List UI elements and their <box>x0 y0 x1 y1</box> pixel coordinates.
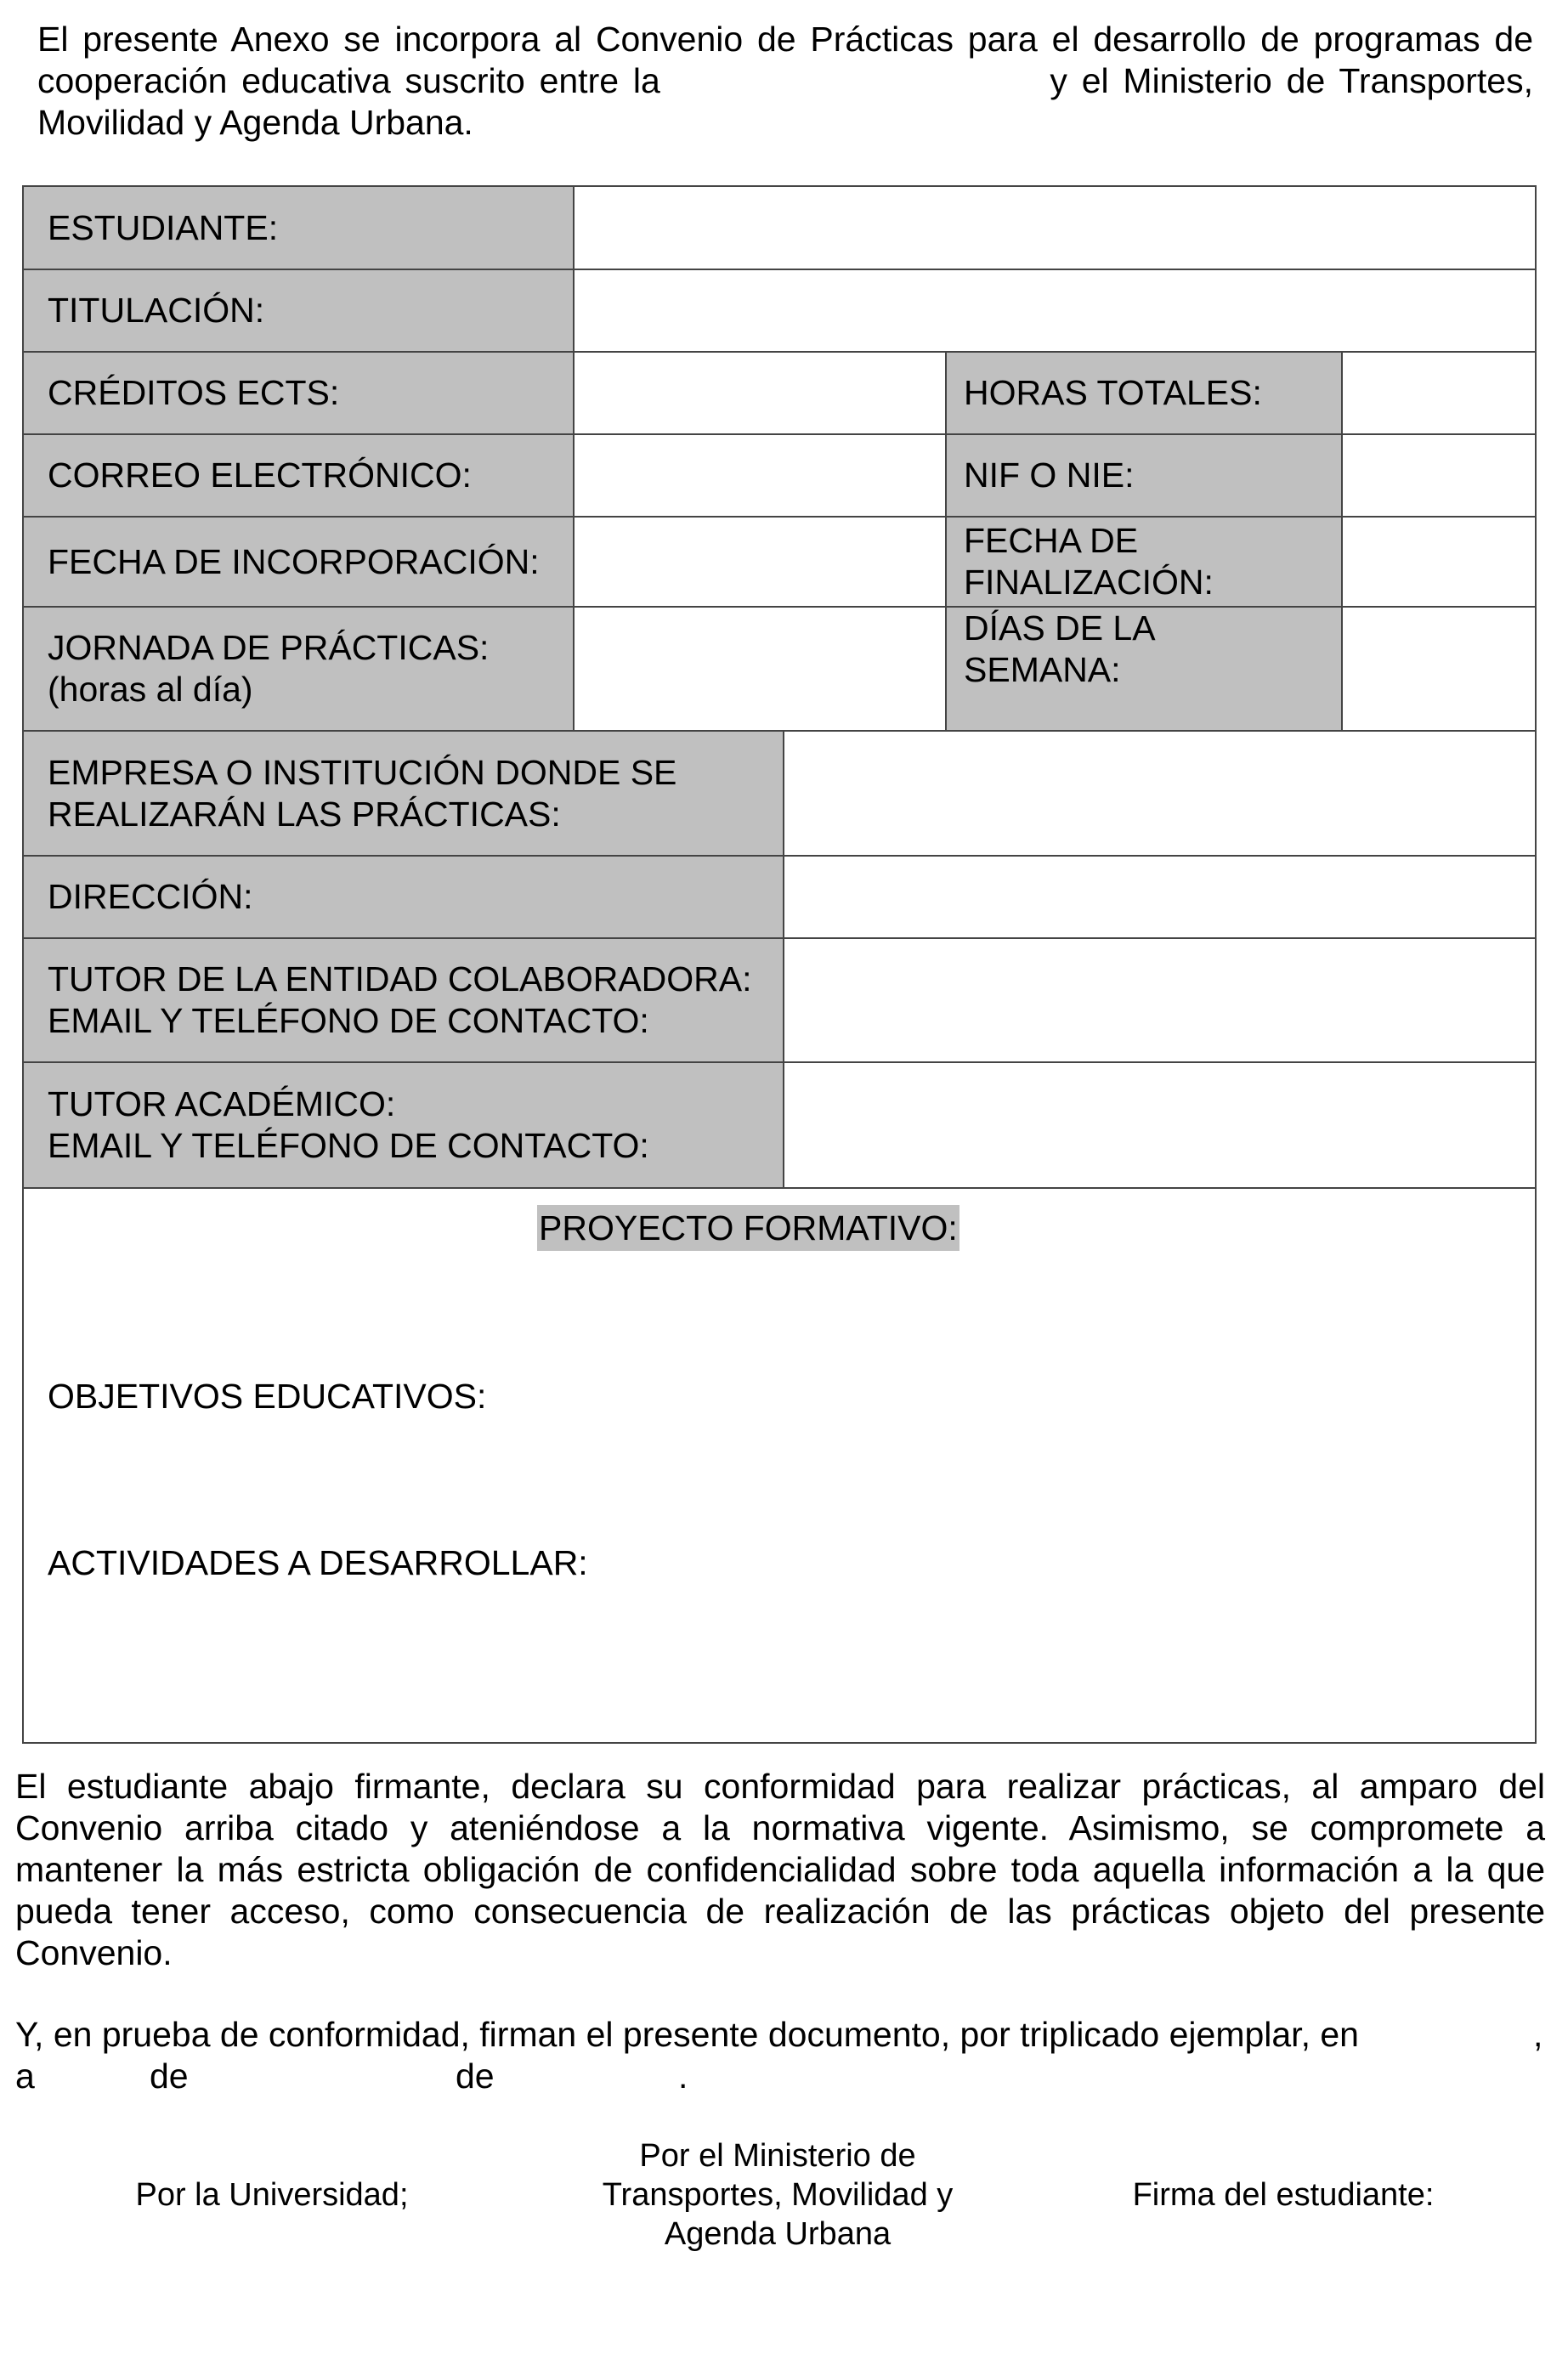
direccion-field[interactable] <box>784 857 1535 939</box>
direccion-label: DIRECCIÓN: <box>24 857 784 939</box>
horas-totales-label: HORAS TOTALES: <box>947 353 1343 435</box>
creditos-field[interactable] <box>575 353 947 435</box>
intro-text-part2: y el Ministerio de Transportes, Movilidad y Agenda Urbana. <box>37 61 1533 142</box>
estudiante-field[interactable] <box>575 187 1535 270</box>
conformity-a: a <box>15 2056 35 2096</box>
dias-semana-label: DÍAS DE LA SEMANA: <box>947 608 1343 732</box>
fecha-incorporacion-label: FECHA DE INCORPORACIÓN: <box>24 518 575 608</box>
tutor-academico-label: TUTOR ACADÉMICO: EMAIL Y TELÉFONO DE CONTACTO: <box>24 1063 784 1189</box>
empresa-label: EMPRESA O INSTITUCIÓN DONDE SE REALIZARÁN LAS PRÁCTICAS: <box>24 732 784 857</box>
signature-estudiante: Firma del estudiante: <box>1132 2177 1435 2213</box>
intro-paragraph <box>37 19 1533 144</box>
conformity-period: . <box>678 2056 688 2096</box>
empresa-field[interactable] <box>784 732 1535 857</box>
declaration-paragraph: El estudiante abajo firmante, declara su conformidad para realizar prácticas, al amparo del Convenio arriba citado y ateniéndose a la normativa vigente. Asimismo, se compromete a mantener la más estricta obligación de confidencialidad sobre toda aquella información a la que pueda tener acceso, como consecuencia de realización de las prácticas objeto del presente Convenio. <box>15 1767 1545 1972</box>
nif-label: NIF O NIE: <box>947 435 1343 518</box>
jornada-label: JORNADA DE PRÁCTICAS: (horas al día) <box>24 608 575 732</box>
jornada-field[interactable] <box>575 608 947 732</box>
dias-semana-field[interactable] <box>1343 608 1535 732</box>
conformity-de-2: de <box>456 2056 495 2096</box>
titulacion-label: TITULACIÓN: <box>24 270 575 353</box>
tutor-academico-field[interactable] <box>784 1063 1535 1189</box>
intro-text-part1: El presente Anexo se incorpora al Convenio de Prácticas para el desarrollo de programas de cooperación educativa suscrito entre la <box>37 20 1533 100</box>
titulacion-field[interactable] <box>575 270 1535 353</box>
correo-field[interactable] <box>575 435 947 518</box>
fecha-finalizacion-label: FECHA DE FINALIZACIÓN: <box>947 518 1343 608</box>
conformity-de-1: de <box>150 2056 189 2096</box>
conformity-comma: , <box>1533 2015 1543 2054</box>
signature-universidad: Por la Universidad; <box>135 2177 409 2213</box>
tutor-entidad-label: TUTOR DE LA ENTIDAD COLABORADORA: EMAIL Y TELÉFONO DE CONTACTO: <box>24 939 784 1063</box>
signature-ministerio: Por el Ministerio de Transportes, Movilidad y Agenda Urbana <box>602 2138 954 2252</box>
actividades-label: ACTIVIDADES A DESARROLLAR: <box>48 1543 588 1582</box>
annex-form-table <box>22 185 1537 1744</box>
fecha-incorporacion-field[interactable] <box>575 518 947 608</box>
fecha-finalizacion-field[interactable] <box>1343 518 1535 608</box>
proyecto-formativo-heading: PROYECTO FORMATIVO: <box>537 1205 959 1251</box>
conformity-line1: Y, en prueba de conformidad, firman el presente documento, por triplicado ejemplar, en <box>15 2015 1359 2054</box>
creditos-label: CRÉDITOS ECTS: <box>24 353 575 435</box>
objetivos-label: OBJETIVOS EDUCATIVOS: <box>48 1377 487 1416</box>
estudiante-label: ESTUDIANTE: <box>24 187 575 270</box>
horas-totales-field[interactable] <box>1343 353 1535 435</box>
tutor-entidad-field[interactable] <box>784 939 1535 1063</box>
correo-label: CORREO ELECTRÓNICO: <box>24 435 575 518</box>
nif-field[interactable] <box>1343 435 1535 518</box>
